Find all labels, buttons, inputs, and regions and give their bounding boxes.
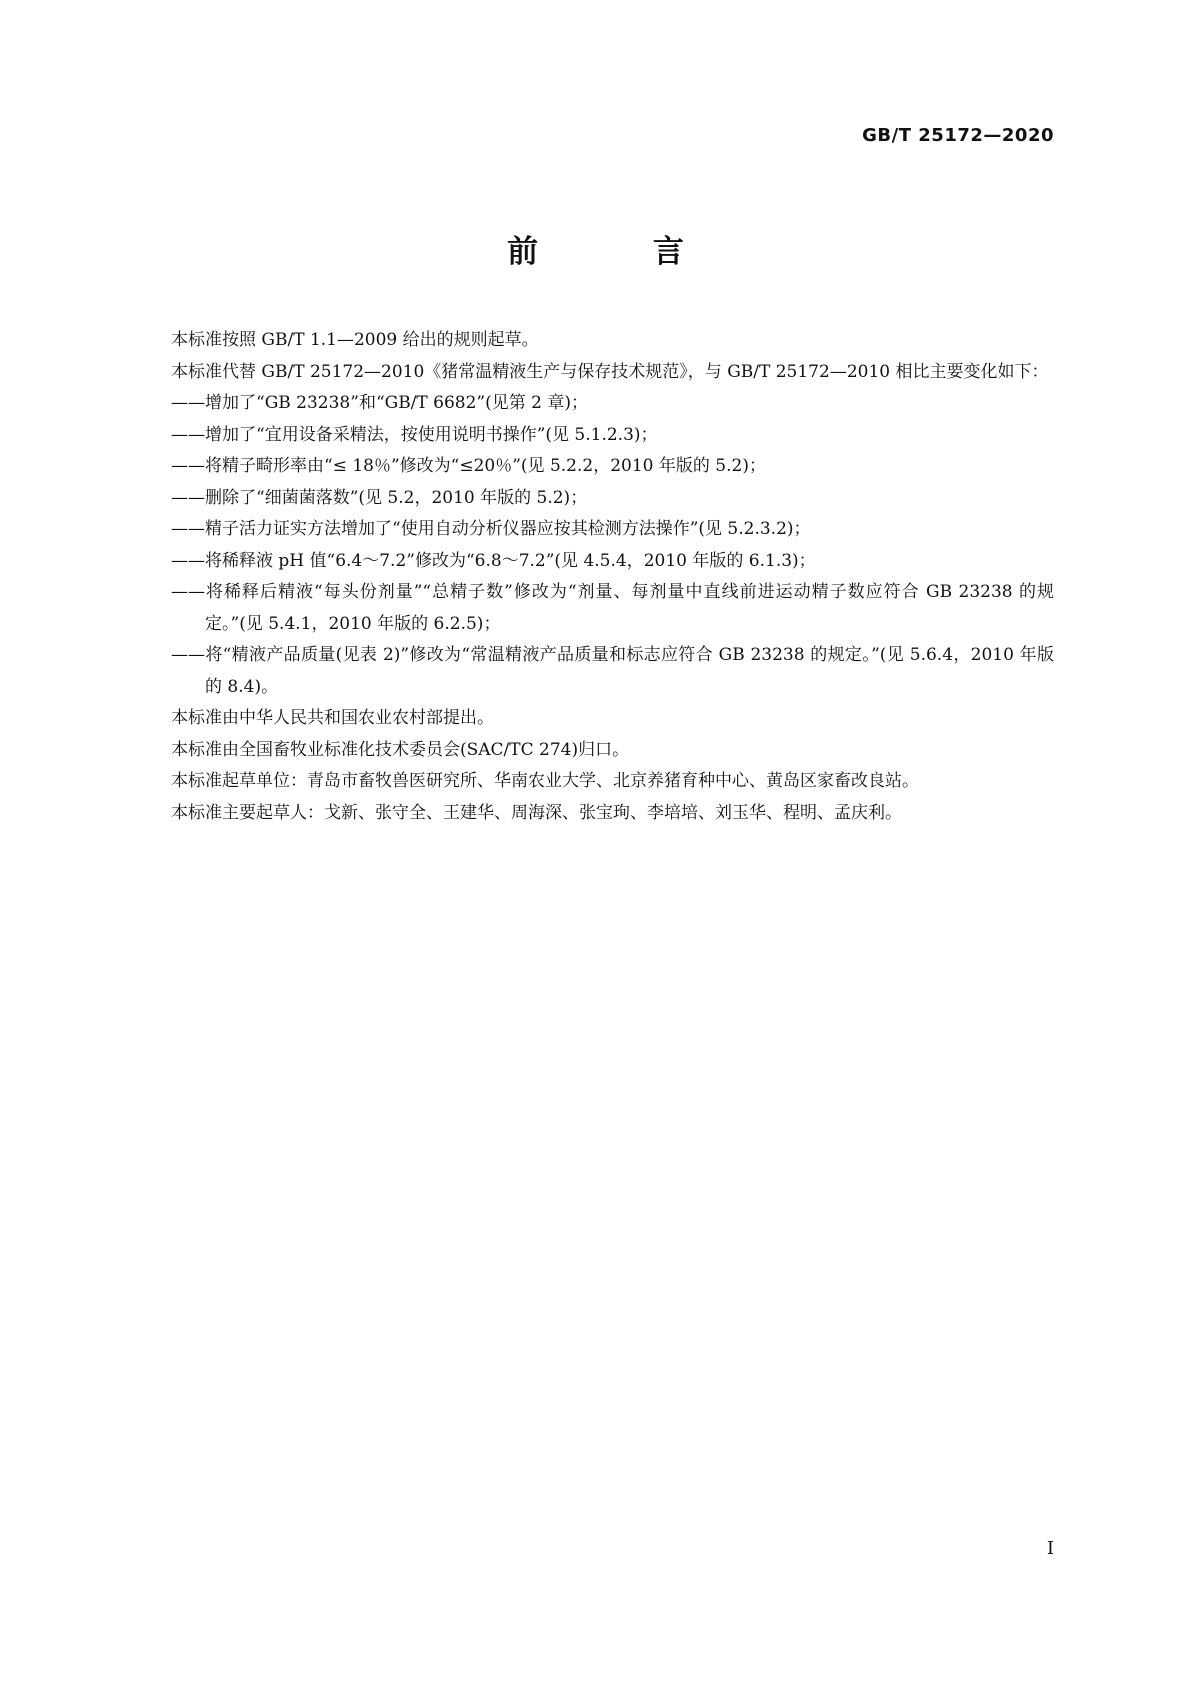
change-item: ——将精子畸形率由“≤ 18％”修改为“≤20％”(见 5.2.2，2010 年版的 5.2)； (171, 456, 766, 476)
proposer-paragraph: 本标准由中华人民共和国农业农村部提出。 (171, 708, 494, 728)
change-item: ——精子活力证实方法增加了“使用自动分析仪器应按其检测方法操作”(见 5.2.3.2)； (171, 519, 811, 539)
page-number: I (1046, 1538, 1054, 1559)
drafters-paragraph: 本标准主要起草人：戈新、张守全、王建华、周海深、张宝珣、李培培、刘玉华、程明、孟庆利。 (171, 802, 902, 823)
change-item: ——将稀释后精液“每头份剂量”“总精子数”修改为“剂量、每剂量中直线前进运动精子数应符合 GB 23238 的规定。”(见 5.4.1，2010 年版的 6.2.5)； (171, 582, 1054, 634)
drafting-rules-paragraph: 本标准按照 GB/T 1.1—2009 给出的规则起草。 (171, 330, 539, 350)
change-item: ——增加了“GB 23238”和“GB/T 6682”(见第 2 章)； (171, 393, 589, 413)
page-title: 前 言 (507, 234, 736, 270)
change-item: ——将稀释液 pH 值“6.4～7.2”修改为“6.8～7.2”(见 4.5.4，2010 年版的 6.1.3)； (171, 550, 816, 571)
change-item: ——增加了“宜用设备采精法，按使用说明书操作”(见 5.1.2.3)； (171, 424, 658, 445)
standard-number: GB/T 25172—2020 (862, 125, 1054, 146)
drafting-units-paragraph: 本标准起草单位：青岛市畜牧兽医研究所、华南农业大学、北京养猪育种中心、黄岛区家畜改良站。 (171, 771, 919, 791)
foreword-body (137, 325, 1054, 829)
replacement-paragraph: 本标准代替 GB/T 25172—2010《猪常温精液生产与保存技术规范》，与 GB/T 25172—2010 相比主要变化如下： (171, 361, 1049, 382)
change-item: ——删除了“细菌菌落数”(见 5.2，2010 年版的 5.2)； (171, 487, 588, 508)
committee-paragraph: 本标准由全国畜牧业标准化技术委员会(SAC/TC 274)归口。 (171, 739, 630, 760)
change-item: ——将“精液产品质量(见表 2)”修改为“常温精液产品质量和标志应符合 GB 23238 的规定。”(见 5.6.4，2010 年版的 8.4)。 (171, 645, 1054, 697)
